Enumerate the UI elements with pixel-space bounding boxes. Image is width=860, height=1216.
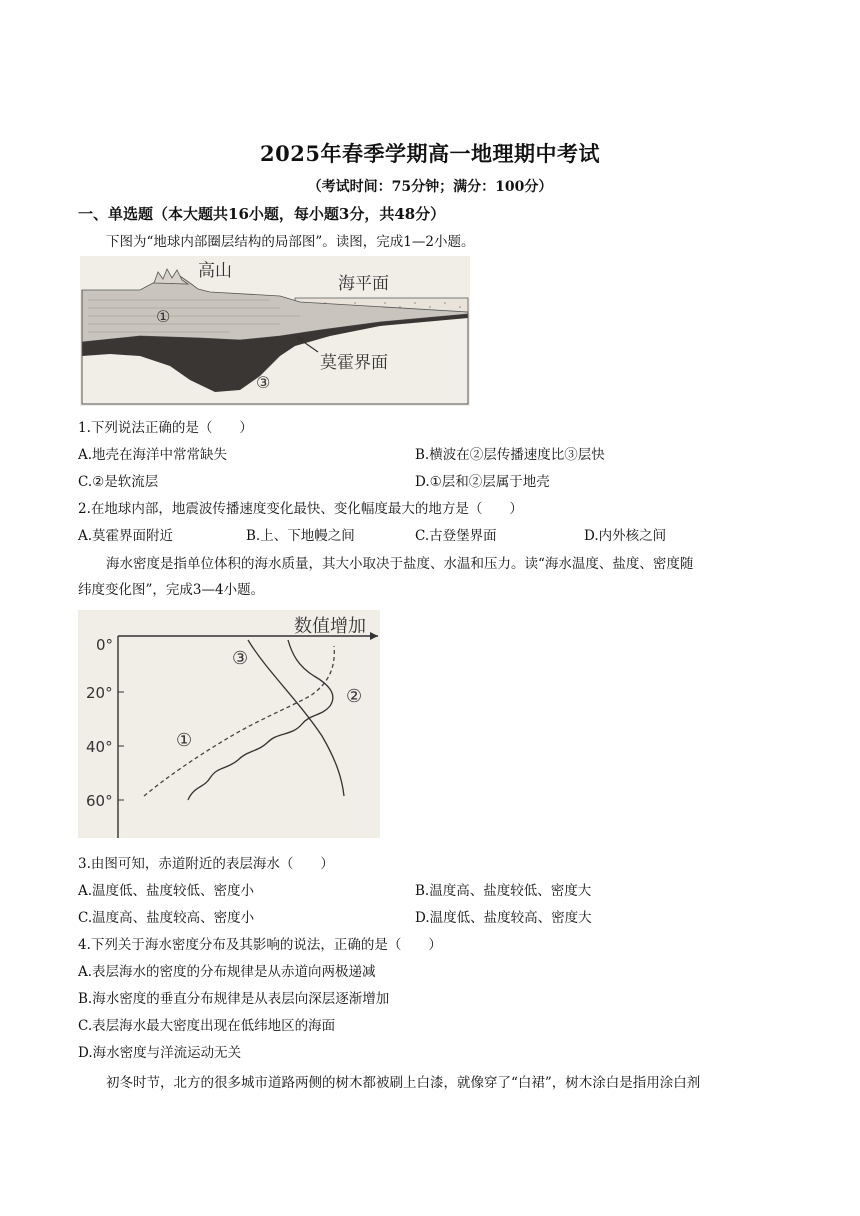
page-title: 2025年春季学期高一地理期中考试	[260, 141, 600, 166]
q1-option-d[interactable]: D.①层和②层属于地壳	[415, 474, 550, 490]
q4-option-a[interactable]: A.表层海水的密度的分布规律是从赤道向两极递减	[78, 964, 376, 980]
q4-option-b[interactable]: B.海水密度的垂直分布规律是从表层向深层逐渐增加	[78, 991, 390, 1007]
intro-2-line-1: 海水密度是指单位体积的海水质量，其大小取决于盐度、水温和压力。读“海水温度、盐度、密度随	[106, 556, 694, 572]
label-curve-2: ②	[346, 686, 363, 707]
label-moho: 莫霍界面	[320, 353, 388, 373]
tick-label-20: 20°	[86, 684, 113, 702]
q4-option-c[interactable]: C.表层海水最大密度出现在低纬地区的海面	[78, 1018, 336, 1034]
intro-1: 下图为“地球内部圈层结构的局部图”。读图，完成1—2小题。	[106, 234, 475, 250]
q4-stem: 4.下列关于海水密度分布及其影响的说法，正确的是（ ）	[78, 937, 442, 953]
ocean-profile-figure	[78, 610, 380, 838]
intro-2-line-2: 纬度变化图”，完成3—4小题。	[78, 582, 265, 598]
label-value-increase: 数值增加	[294, 616, 366, 637]
label-curve-3: ③	[232, 648, 249, 669]
page-subtitle: （考试时间：75分钟；满分：100分）	[307, 179, 553, 195]
label-layer-3: ③	[256, 373, 271, 392]
q2-stem: 2.在地球内部，地震波传播速度变化最快、变化幅度最大的地方是（ ）	[78, 501, 523, 517]
q1-option-c[interactable]: C.②是软流层	[78, 474, 159, 490]
ocean-profile-diagram	[78, 610, 380, 838]
q3-option-c[interactable]: C.温度高、盐度较高、密度小	[78, 910, 255, 926]
tick-label-40: 40°	[86, 738, 113, 756]
q2-option-a[interactable]: A.莫霍界面附近	[78, 528, 174, 544]
q3-option-b[interactable]: B.温度高、盐度较低、密度大	[415, 883, 592, 899]
label-layer-1: ①	[156, 307, 171, 326]
section-heading: 一、单选题（本大题共16小题，每小题3分，共48分）	[78, 205, 446, 223]
q2-option-d[interactable]: D.内外核之间	[584, 528, 667, 544]
q1-option-b[interactable]: B.横波在②层传播速度比③层快	[415, 447, 605, 463]
q3-option-a[interactable]: A.温度低、盐度较低、密度小	[78, 883, 255, 899]
label-sea-level: 海平面	[338, 274, 389, 294]
q1-option-a[interactable]: A.地壳在海洋中常常缺失	[78, 447, 228, 463]
q3-stem: 3.由图可知，赤道附近的表层海水（ ）	[78, 856, 334, 872]
q2-option-b[interactable]: B.上、下地幔之间	[246, 528, 355, 544]
intro-3-line-1: 初冬时节，北方的很多城市道路两侧的树木都被刷上白漆，就像穿了“白裙”，树木涂白是指用涂白剂	[106, 1075, 701, 1091]
q2-option-c[interactable]: C.古登堡界面	[415, 528, 497, 544]
label-curve-1: ①	[176, 730, 193, 751]
q1-stem: 1.下列说法正确的是（ ）	[78, 420, 253, 436]
q4-option-d[interactable]: D.海水密度与洋流运动无关	[78, 1045, 242, 1061]
tick-label-60: 60°	[86, 792, 113, 810]
earth-layers-diagram	[80, 256, 470, 406]
tick-label-0: 0°	[96, 636, 114, 654]
earth-layers-figure	[80, 256, 470, 406]
label-mountain: 高山	[198, 261, 232, 281]
q3-option-d[interactable]: D.温度低、盐度较高、密度大	[415, 910, 592, 926]
